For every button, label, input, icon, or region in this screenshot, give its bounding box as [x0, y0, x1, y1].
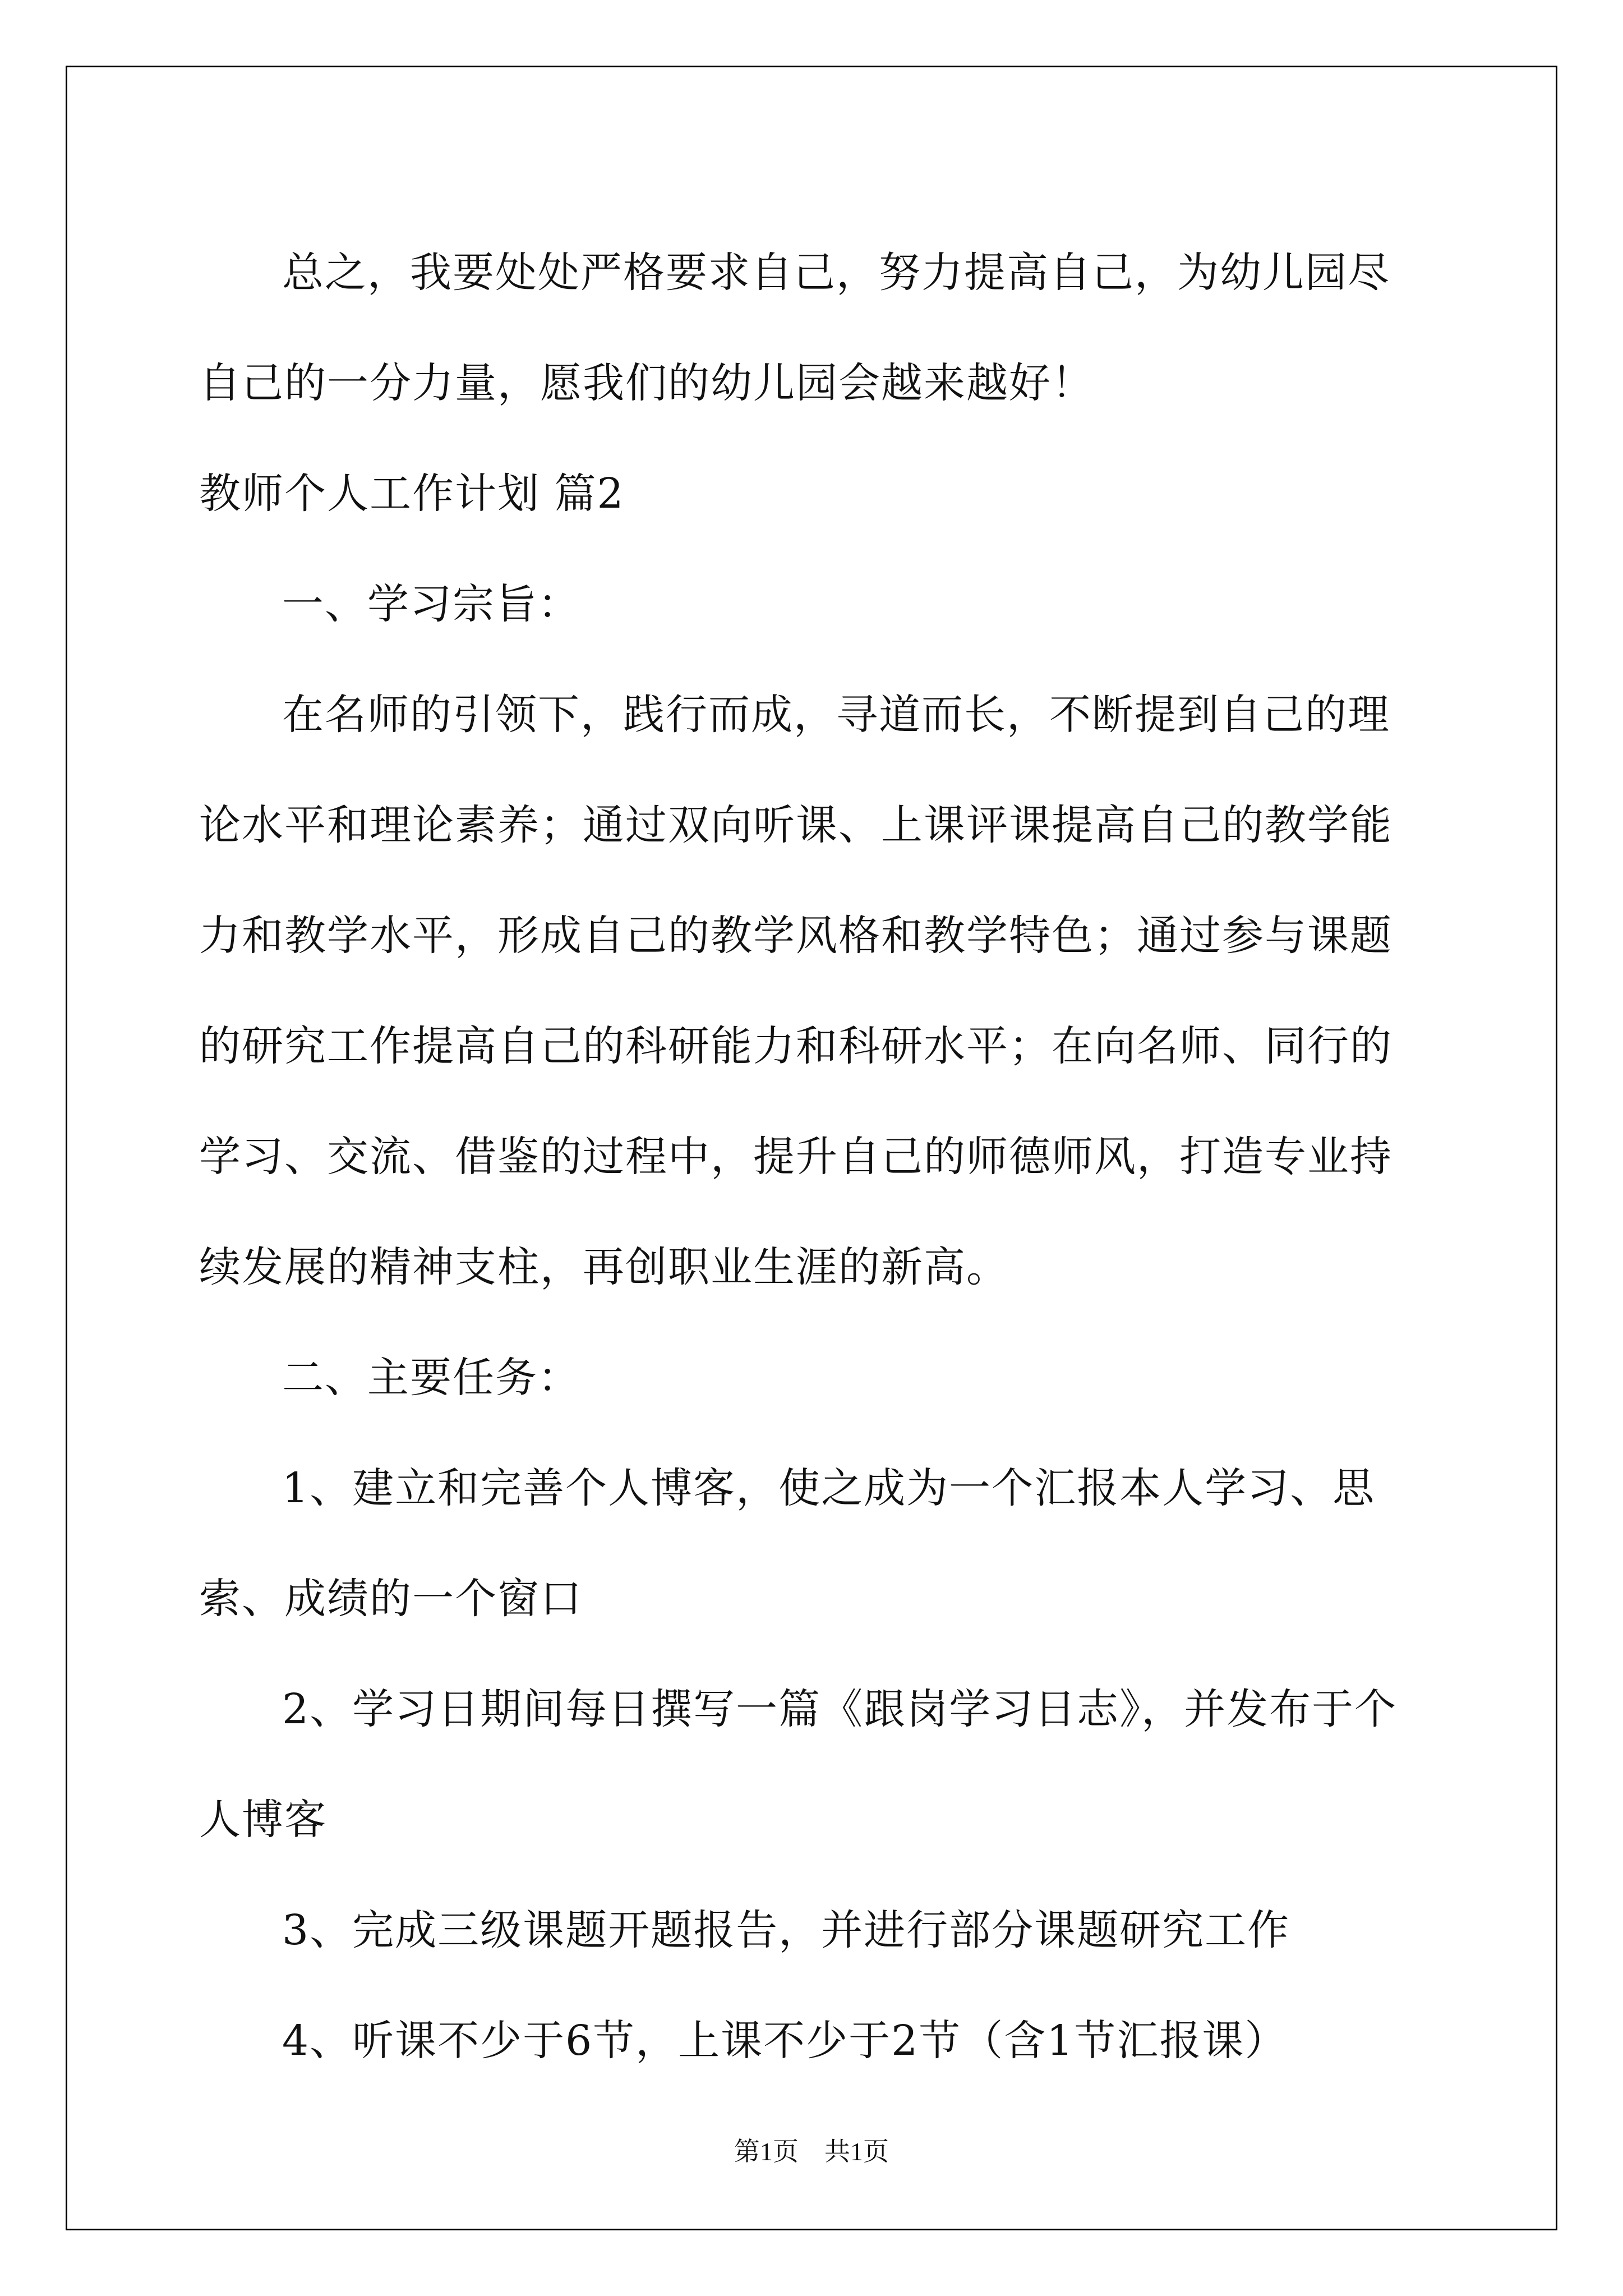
task-item-1: 1、建立和完善个人博客，使之成为一个汇报本人学习、思索、成绩的一个窗口: [199, 1464, 1376, 1623]
document-body: [199, 218, 1422, 2096]
section-title: 教师个人工作计划 篇2: [199, 470, 625, 518]
heading-main-tasks: 二、主要任务：: [282, 1354, 580, 1402]
task-item-4: 4、听课不少于6节，上课不少于2节（含1节汇报课）: [282, 2017, 1288, 2065]
paragraph-study-purpose: 在名师的引领下，践行而成，寻道而长，不断提到自己的理论水平和理论素养；通过双向听课、上课评课提高自己的教学能力和教学水平，形成自己的教学风格和教学特色；通过参与课题的研究工作提高自己的科研能力和科研水平；在向名师、同行的学习、交流、借鉴的过程中，提升自己的师德师风，打造专业持续发展的精神支柱，再创职业生涯的新高。: [199, 691, 1393, 1291]
task-item-3: 3、完成三级课题开题报告，并进行部分课题研究工作: [282, 1906, 1290, 1954]
heading-study-purpose: 一、学习宗旨：: [282, 580, 580, 628]
page-number: 第1页 共1页: [734, 2137, 889, 2166]
paragraph-conclusion: 总之，我要处处严格要求自己，努力提高自己，为幼儿园尽自己的一分力量，愿我们的幼儿园会越来越好！: [199, 249, 1390, 407]
task-item-2: 2、学习日期间每日撰写一篇《跟岗学习日志》，并发布于个人博客: [199, 1685, 1398, 1844]
